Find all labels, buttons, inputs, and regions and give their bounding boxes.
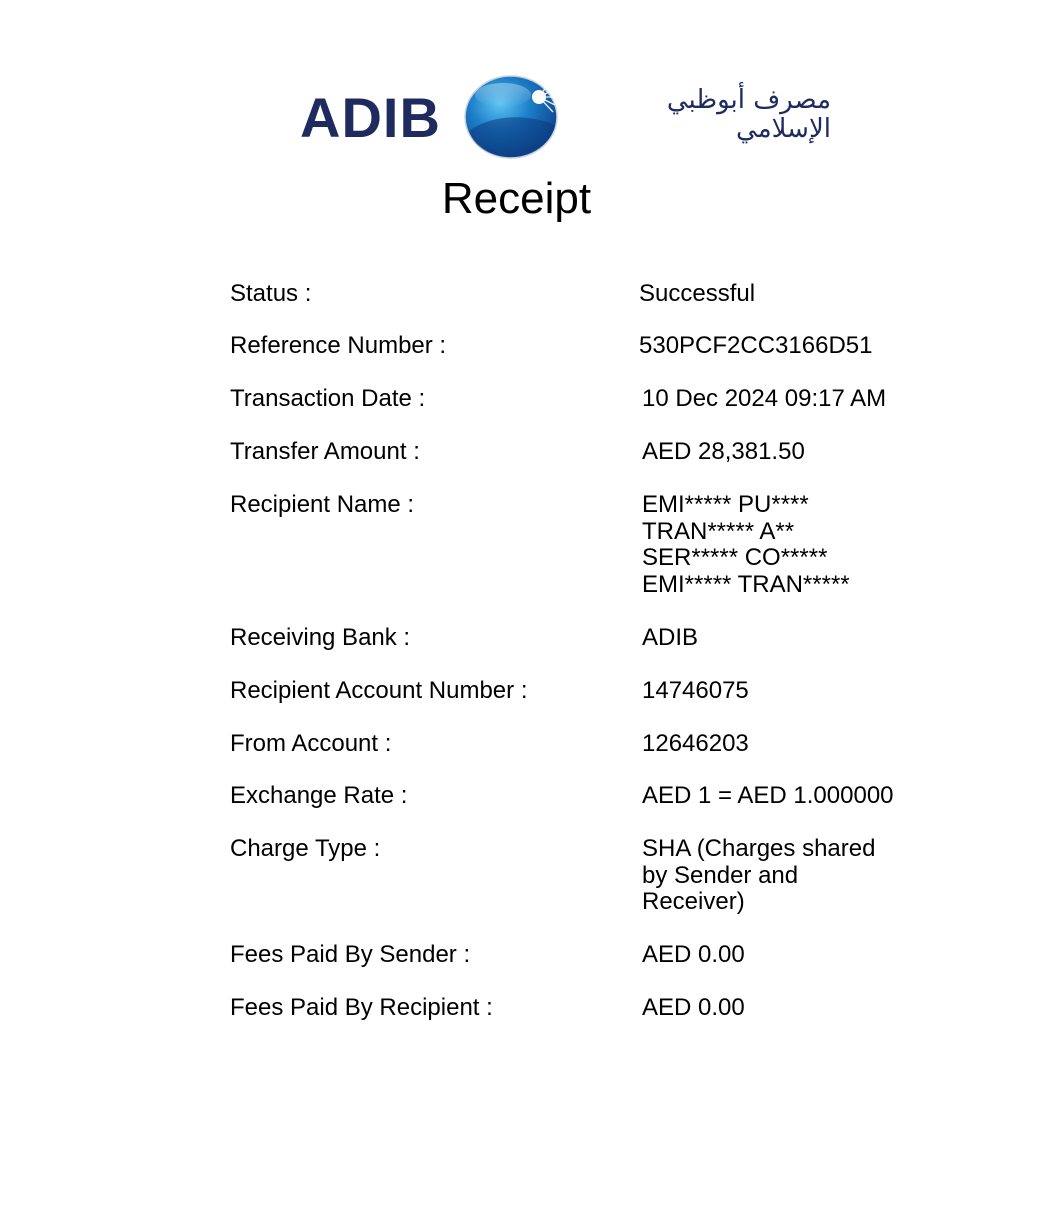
recipient-name-line: EMI***** PU****	[642, 491, 809, 518]
status-label: Status :	[230, 280, 312, 307]
transaction-date-label: Transaction Date :	[230, 385, 426, 412]
charge-type-label: Charge Type :	[230, 835, 381, 862]
charge-type-value	[642, 836, 875, 916]
recipient-name-label: Recipient Name :	[230, 491, 415, 518]
transfer-amount-value: AED 28,381.50	[642, 438, 805, 465]
logo-arabic-line-2: الإسلامي	[736, 114, 831, 144]
charge-type-line: SHA (Charges shared	[642, 835, 876, 862]
charge-type-line: by Sender and	[642, 861, 799, 889]
recipient-name-line: SER***** CO*****	[642, 544, 828, 571]
logo-arabic-text	[581, 86, 831, 144]
status-value: Successful	[639, 280, 756, 307]
fees-paid-by-sender-value: AED 0.00	[642, 941, 745, 968]
exchange-rate-value: AED 1 = AED 1.000000	[642, 782, 894, 809]
charge-type-line: Receiver)	[642, 888, 745, 915]
logo-arabic-line-1: مصرف أبوظبي	[666, 85, 831, 115]
transaction-date-value: 10 Dec 2024 09:17 AM	[642, 385, 887, 412]
recipient-name-value	[642, 492, 850, 598]
from-account-label: From Account :	[230, 730, 392, 757]
receipt-title: Receipt	[441, 174, 592, 223]
fees-paid-by-recipient-label: Fees Paid By Recipient :	[230, 994, 493, 1021]
recipient-name-line: EMI***** TRAN*****	[642, 570, 850, 598]
transfer-amount-label: Transfer Amount :	[230, 438, 420, 465]
receiving-bank-value: ADIB	[642, 624, 699, 651]
logo-wordmark: ADIB	[300, 86, 441, 149]
reference-number-value: 530PCF2CC3166D51	[639, 332, 873, 359]
fees-paid-by-sender-label: Fees Paid By Sender :	[230, 941, 471, 968]
exchange-rate-label: Exchange Rate :	[230, 782, 408, 809]
reference-number-label: Reference Number :	[230, 332, 447, 359]
from-account-value: 12646203	[642, 730, 749, 757]
receiving-bank-label: Receiving Bank :	[230, 624, 411, 651]
recipient-account-number-value: 14746075	[642, 677, 749, 704]
fees-paid-by-recipient-value: AED 0.00	[642, 994, 745, 1021]
globe-logo-icon	[463, 75, 559, 159]
recipient-account-number-label: Recipient Account Number :	[230, 677, 528, 704]
recipient-name-line: TRAN***** A**	[642, 517, 795, 545]
adib-logo	[298, 74, 838, 162]
